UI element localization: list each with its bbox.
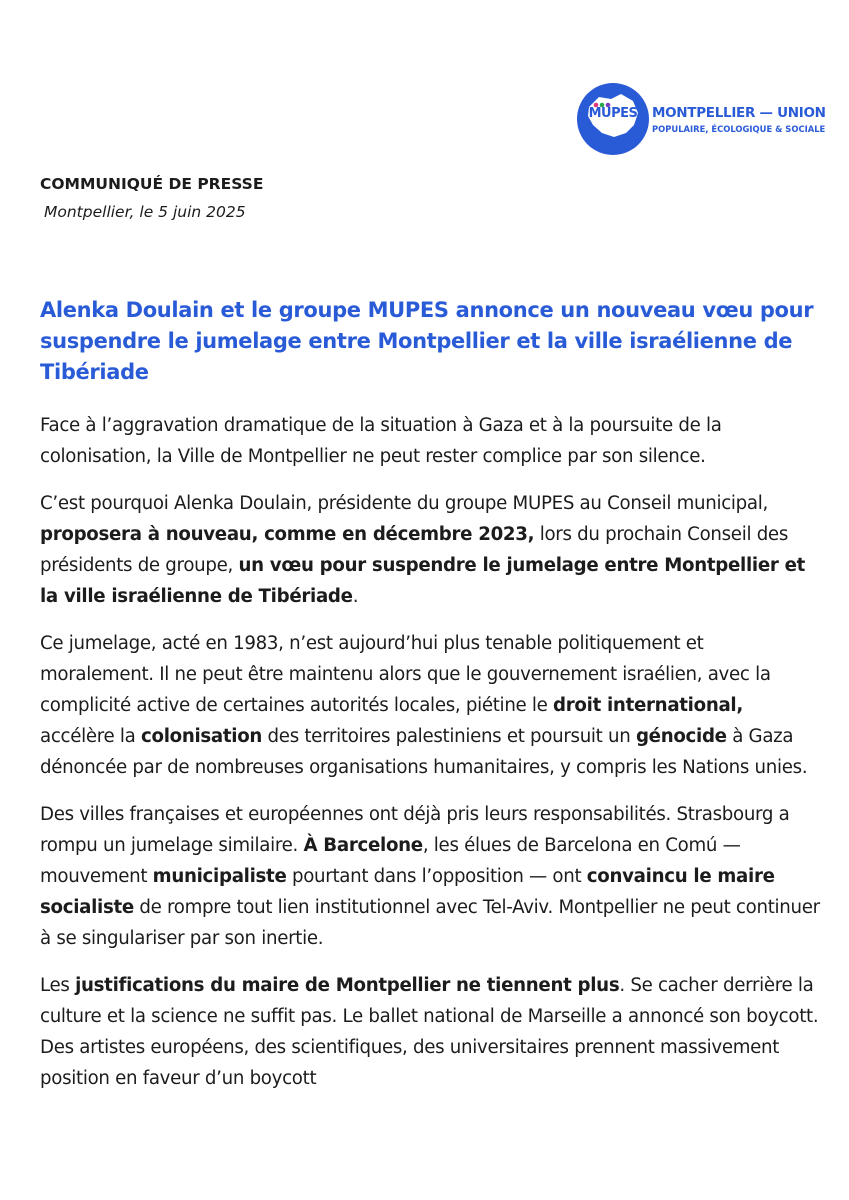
paragraph-2-text-3: .: [352, 586, 359, 607]
logo-line-1: MONTPELLIER — UNION: [652, 104, 826, 121]
paragraph-4-text-4: de rompre tout lien institutionnel avec Tel-Aviv. Montpellier ne peut continuer à se singulariser par son inertie.: [40, 897, 820, 949]
paragraph-4: [40, 799, 820, 954]
article-body: [40, 410, 820, 1110]
paragraph-3-text-3: des territoires palestiniens et poursuit un: [262, 726, 636, 747]
paragraph-3: [40, 628, 820, 783]
dateline: Montpellier, le 5 juin 2025: [44, 203, 246, 221]
paragraph-1-text: Face à l’aggravation dramatique de la situation à Gaza et à la poursuite de la colonisation, la Ville de Montpellier ne peut rester complice par son silence.: [40, 415, 722, 467]
mupes-logo: [577, 83, 826, 155]
press-release-label: COMMUNIQUÉ DE PRESSE: [40, 175, 264, 193]
paragraph-4-bold-1: À Barcelone: [303, 835, 423, 856]
paragraph-1: [40, 410, 820, 472]
paragraph-3-text-1: Ce jumelage, acté en 1983, n’est aujourd’hui plus tenable politiquement et moralement. Il ne peut être maintenu alors que le gouvernement israélien, avec la complicité active de certaines autorités locales, piétine le: [40, 633, 771, 716]
paragraph-2-bold-1: proposera à nouveau, comme en décembre 2023,: [40, 524, 535, 545]
paragraph-5: [40, 970, 820, 1094]
paragraph-5-text-1: Les: [40, 975, 76, 996]
paragraph-4-bold-2: municipaliste: [152, 866, 287, 887]
headline: Alenka Doulain et le groupe MUPES annonce un nouveau vœu pour suspendre le jumelage entre Montpellier et la ville israélienne de Tibériade: [40, 298, 814, 384]
paragraph-3-text-2: accélère la: [40, 726, 142, 747]
paragraph-5-text-2: . Se cacher derrière la culture et la science ne suffit pas. Le ballet national de Marseille a annoncé son boycott. Des artistes européens, des scientifiques, des universitaires prennent massivement position en faveur d’un boycott: [40, 975, 819, 1089]
paragraph-5-bold-1: justifications du maire de Montpellier ne tiennent plus: [75, 975, 620, 996]
mupes-logo-mark: MUPES: [588, 106, 638, 121]
paragraph-3-text-4: à Gaza dénoncée par de nombreuses organisations humanitaires, y compris les Nations unies.: [40, 726, 808, 778]
paragraph-3-bold-1: droit international,: [553, 695, 743, 716]
paragraph-3-bold-2: colonisation: [141, 726, 263, 747]
logo-line-2: POPULAIRE, ÉCOLOGIQUE & SOCIALE: [652, 123, 826, 134]
paragraph-4-bold-3: convaincu le maire socialiste: [40, 866, 775, 918]
paragraph-2-bold-2: un vœu pour suspendre le jumelage entre Montpellier et la ville israélienne de Tibériade: [40, 555, 806, 607]
paragraph-4-text-1: Des villes françaises et européennes ont déjà pris leurs responsabilités. Strasbourg a rompu un jumelage similaire.: [40, 804, 790, 856]
mupes-logo-emblem: [577, 83, 649, 155]
paragraph-2: [40, 488, 820, 612]
paragraph-2-text-1: C’est pourquoi Alenka Doulain, présidente du groupe MUPES au Conseil municipal,: [40, 493, 768, 514]
paragraph-3-bold-3: génocide: [635, 726, 727, 747]
paragraph-4-text-2: , les élues de Barcelona en Comú — mouvement: [40, 835, 741, 887]
paragraph-2-text-2: lors du prochain Conseil des présidents de groupe,: [40, 524, 788, 576]
paragraph-4-text-3: pourtant dans l’opposition — ont: [286, 866, 587, 887]
mupes-logo-text: [652, 105, 826, 134]
